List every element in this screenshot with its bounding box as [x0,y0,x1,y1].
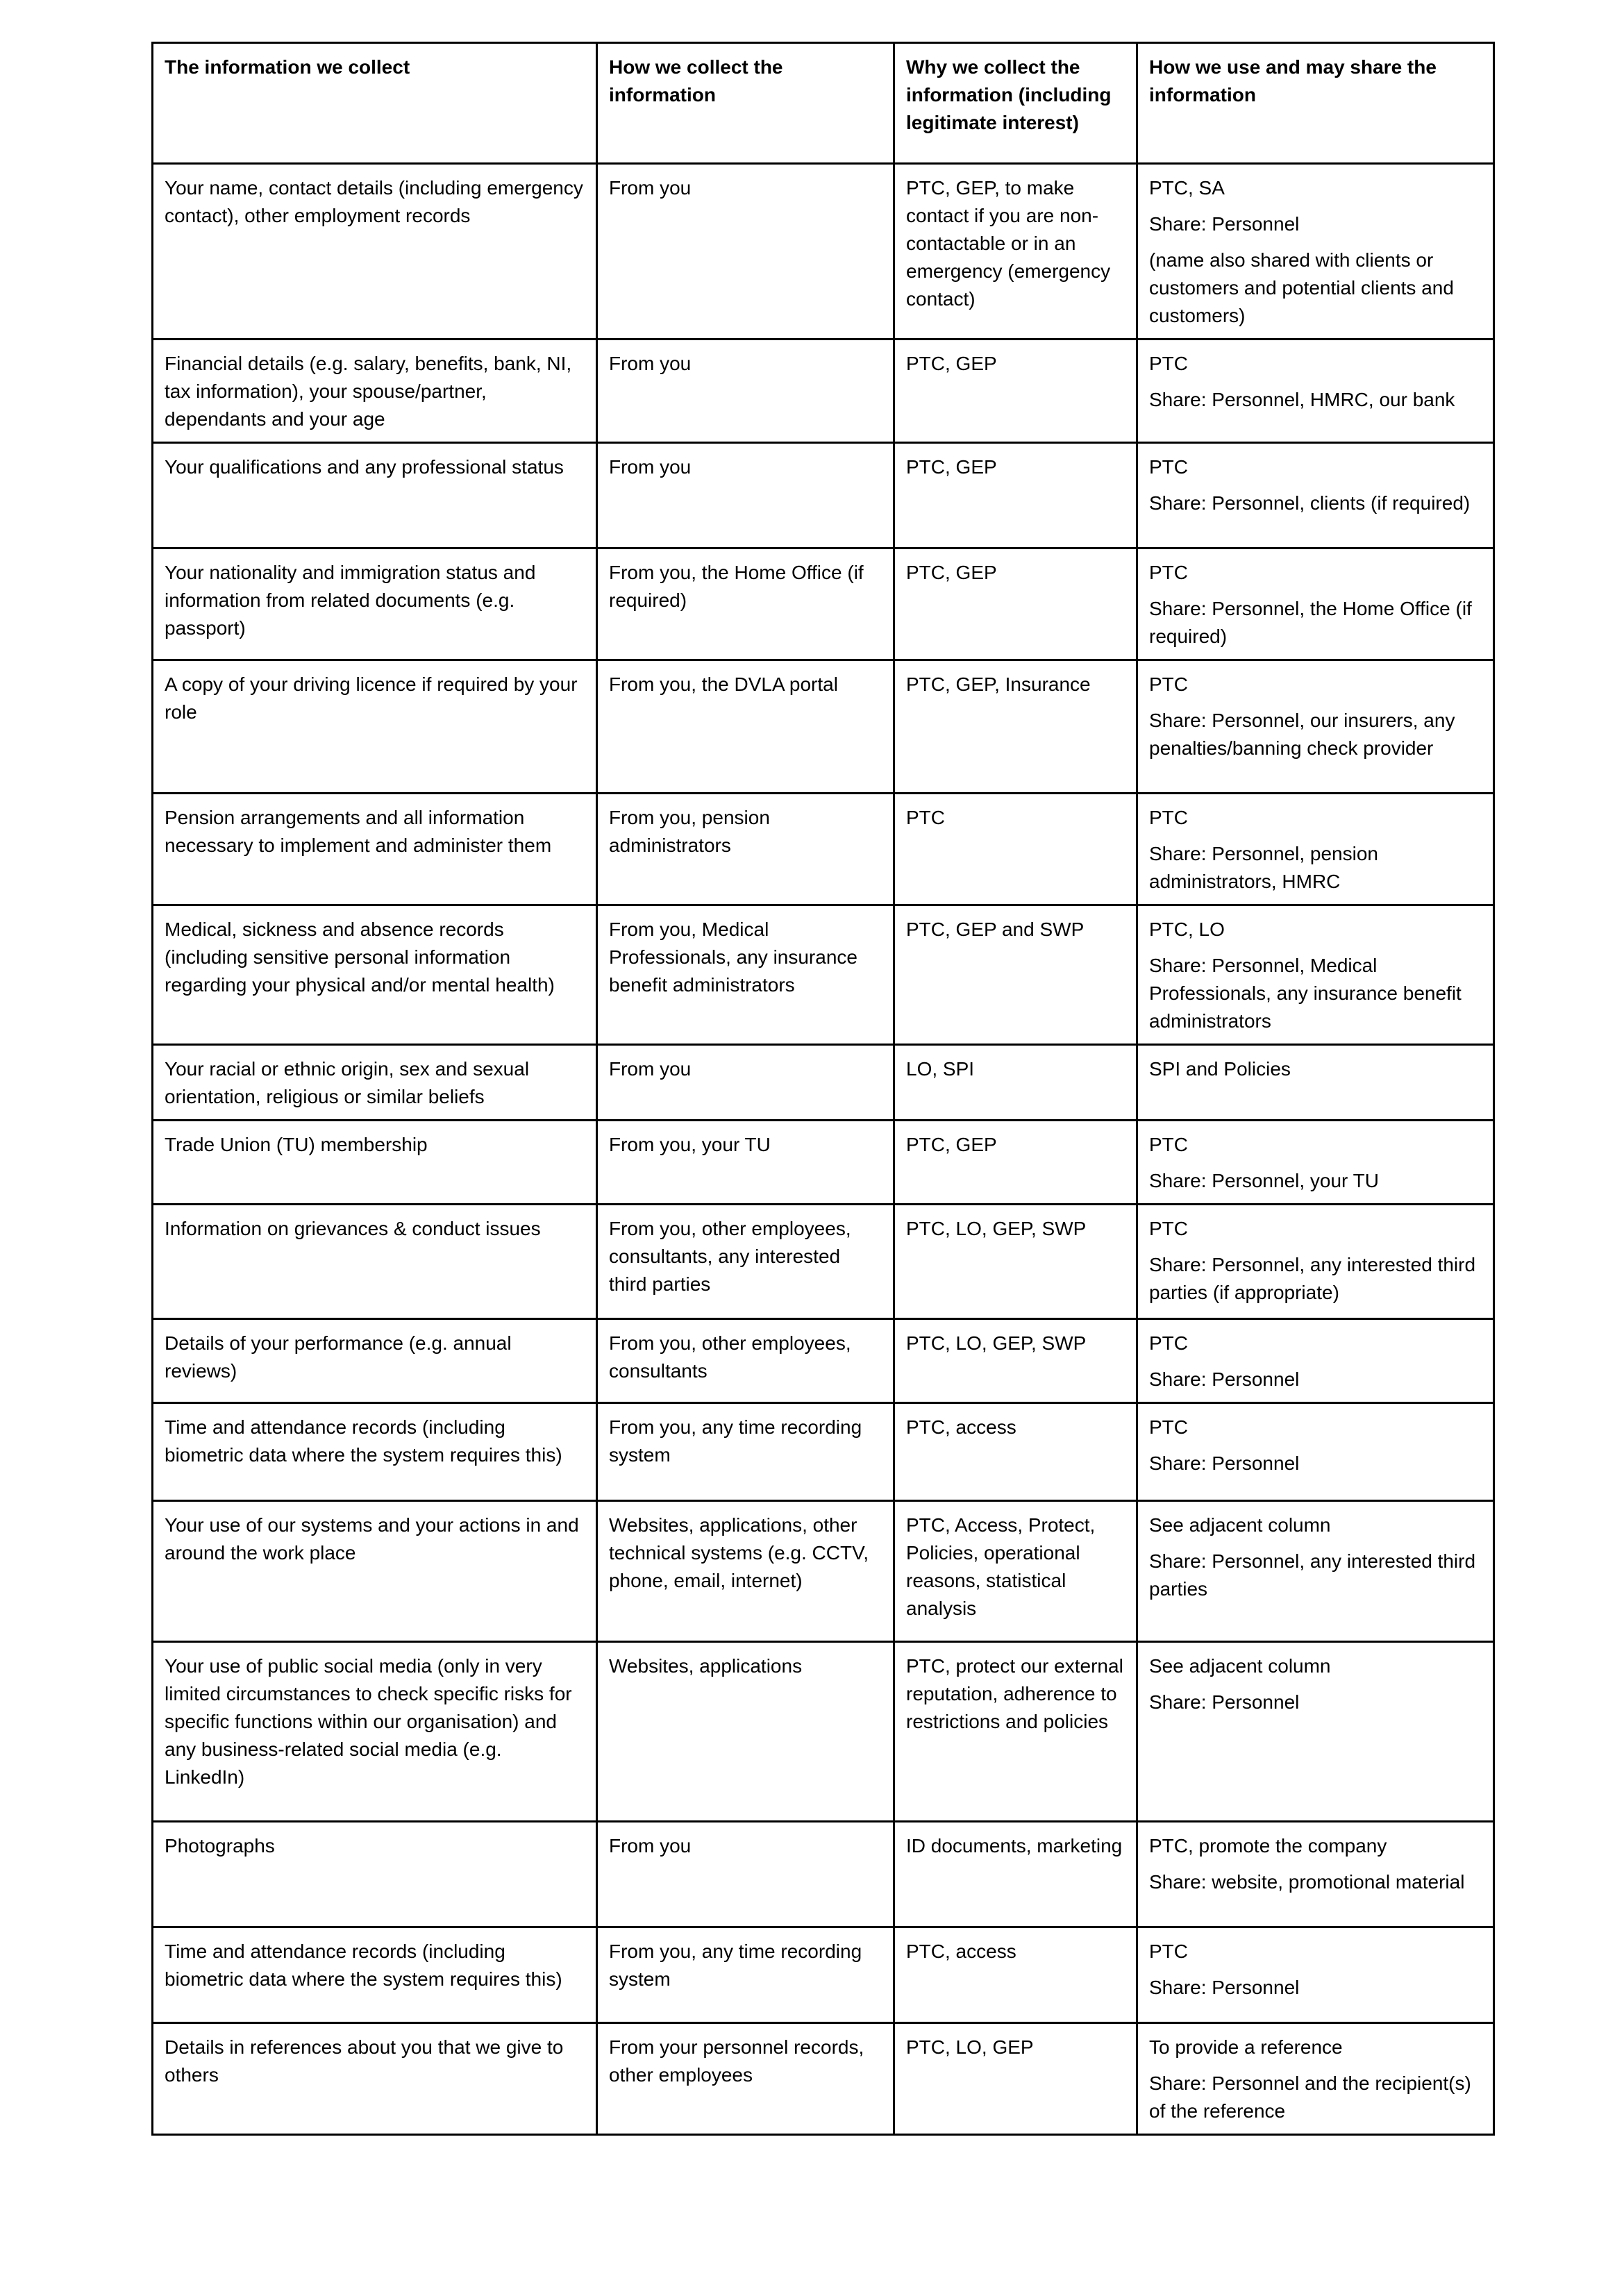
cell-paragraph: PTC, Access, Protect, Policies, operational reasons, statistical analysis [906,1514,1096,1619]
cell-paragraph: PTC [1149,807,1188,828]
table-cell [1137,1642,1494,1822]
table-row [153,164,1494,340]
table-cell [597,2023,894,2135]
table-cell [153,1403,597,1501]
table-cell [597,794,894,905]
cell-paragraph: Pension arrangements and all information necessary to implement and administer them [165,807,552,856]
table-cell [1137,1121,1494,1205]
cell-paragraph: PTC, LO, GEP [906,2036,1034,2058]
cell-paragraph: Your racial or ethnic origin, sex and sexual orientation, religious or similar beliefs [165,1058,530,1107]
table-cell [597,905,894,1045]
table-cell [1137,443,1494,548]
cell-paragraph: Share: Personnel [1149,1977,1300,1998]
cell-paragraph: Share: Personnel [1149,1368,1300,1390]
cell-paragraph: Your nationality and immigration status and information from related documents (e.g. passport) [165,562,536,639]
table-row [153,1927,1494,2023]
table-cell [597,1045,894,1121]
cell-paragraph: From you, the Home Office (if required) [609,562,864,611]
table-row [153,905,1494,1045]
cell-paragraph: PTC [1149,1218,1188,1239]
table-cell [1137,1045,1494,1121]
cell-paragraph: PTC, GEP [906,562,997,583]
cell-paragraph: Your name, contact details (including emergency contact), other employment records [165,177,583,226]
table-cell [894,1205,1137,1319]
table-row [153,1403,1494,1501]
cell-paragraph: From you [609,1835,692,1857]
cell-paragraph: LO, SPI [906,1058,975,1080]
table-cell [153,164,597,340]
cell-paragraph: Share: Personnel [1149,213,1300,235]
cell-paragraph: PTC, GEP, to make contact if you are non-contactable or in an emergency (emergency contact) [906,177,1111,310]
table-row [153,794,1494,905]
cell-paragraph: From you, the DVLA portal [609,673,838,695]
table-cell [894,1403,1137,1501]
table-cell [597,1642,894,1822]
header-cell-information-we-collect: The information we collect [153,43,597,164]
cell-paragraph: PTC [1149,562,1188,583]
cell-paragraph: See adjacent column [1149,1655,1331,1677]
table-cell [894,905,1137,1045]
table-cell [894,1501,1137,1642]
table-body [153,164,1494,2135]
table-cell [153,1642,597,1822]
cell-paragraph: Information on grievances & conduct issues [165,1218,541,1239]
cell-paragraph: Share: website, promotional material [1149,1871,1465,1893]
cell-paragraph: Details in references about you that we give to others [165,2036,564,2086]
table-row [153,1501,1494,1642]
table-cell [597,1319,894,1403]
cell-paragraph: Share: Personnel and the recipient(s) of the reference [1149,2072,1471,2122]
cell-paragraph: Share: Personnel, any interested third parties (if appropriate) [1149,1254,1476,1303]
table-cell [153,548,597,660]
cell-paragraph: From you, your TU [609,1134,771,1155]
table-cell [153,1121,597,1205]
cell-paragraph: Websites, applications, other technical systems (e.g. CCTV, phone, email, internet) [609,1514,869,1591]
cell-paragraph: PTC, GEP [906,1134,997,1155]
table-row [153,1822,1494,1927]
table-cell [1137,340,1494,443]
cell-paragraph: Time and attendance records (including biometric data where the system requires this) [165,1941,562,1990]
cell-paragraph: PTC [1149,673,1188,695]
table-cell [597,340,894,443]
cell-paragraph: To provide a reference [1149,2036,1343,2058]
cell-paragraph: Share: Personnel, our insurers, any penalties/banning check provider [1149,710,1455,759]
cell-paragraph: PTC, LO, GEP, SWP [906,1332,1087,1354]
table-cell [1137,1927,1494,2023]
table-cell [894,340,1137,443]
cell-paragraph: Share: Personnel [1149,1452,1300,1474]
table-cell [153,660,597,794]
cell-paragraph: From you [609,456,692,478]
table-cell [894,660,1137,794]
cell-paragraph: From you, pension administrators [609,807,770,856]
cell-paragraph: From you, Medical Professionals, any insurance benefit administrators [609,919,857,996]
cell-paragraph: Your use of our systems and your actions in and around the work place [165,1514,579,1564]
table-cell [597,548,894,660]
table-cell [153,1501,597,1642]
table-cell [597,660,894,794]
table-cell [597,1501,894,1642]
header-cell-how-we-use-share: How we use and may share the information [1137,43,1494,164]
cell-paragraph: Your use of public social media (only in very limited circumstances to check specific risks for specific functions within our organisation) and any business-related social media (e.g. LinkedIn) [165,1655,572,1788]
table-cell [894,1927,1137,2023]
table-cell [153,2023,597,2135]
cell-paragraph: PTC, GEP, Insurance [906,673,1091,695]
cell-paragraph: From you [609,353,692,374]
cell-paragraph: PTC, GEP [906,353,997,374]
table-cell [153,1205,597,1319]
table-cell [1137,1403,1494,1501]
cell-paragraph: See adjacent column [1149,1514,1331,1536]
table-cell [1137,548,1494,660]
cell-paragraph: From you [609,177,692,199]
table-cell [1137,2023,1494,2135]
table-cell [894,164,1137,340]
cell-paragraph: PTC [1149,456,1188,478]
cell-paragraph: PTC, GEP [906,456,997,478]
table-row [153,660,1494,794]
table-row [153,2023,1494,2135]
cell-paragraph: PTC [1149,1941,1188,1962]
cell-paragraph: Share: Personnel, the Home Office (if required) [1149,598,1472,647]
table-cell [153,794,597,905]
table-cell [153,1822,597,1927]
cell-paragraph: Share: Personnel, any interested third parties [1149,1550,1476,1600]
table-cell [153,443,597,548]
table-cell [1137,1501,1494,1642]
cell-paragraph: Share: Personnel, Medical Professionals, any insurance benefit administrators [1149,955,1462,1032]
table-cell [894,1319,1137,1403]
table-row [153,443,1494,548]
cell-paragraph: Websites, applications [609,1655,803,1677]
table-row [153,1319,1494,1403]
table-cell [1137,1319,1494,1403]
cell-paragraph: From you, any time recording system [609,1416,862,1466]
cell-paragraph: Photographs [165,1835,275,1857]
table-cell [597,1205,894,1319]
cell-paragraph: PTC, GEP and SWP [906,919,1085,940]
table-cell [153,1927,597,2023]
cell-paragraph: ID documents, marketing [906,1835,1123,1857]
cell-paragraph: PTC [1149,1416,1188,1438]
table-cell [894,548,1137,660]
table-row [153,340,1494,443]
cell-paragraph: Share: Personnel, HMRC, our bank [1149,389,1455,410]
cell-paragraph: SPI and Policies [1149,1058,1291,1080]
table-cell [1137,164,1494,340]
table-cell [153,905,597,1045]
cell-paragraph: Share: Personnel, clients (if required) [1149,492,1471,514]
cell-paragraph: Share: Personnel, pension administrators, HMRC [1149,843,1378,892]
cell-paragraph: From your personnel records, other employees [609,2036,864,2086]
cell-paragraph: PTC, protect our external reputation, adherence to restrictions and policies [906,1655,1123,1732]
table-cell [1137,1205,1494,1319]
cell-paragraph: From you, other employees, consultants [609,1332,851,1382]
table-cell [597,1403,894,1501]
cell-paragraph: PTC [906,807,945,828]
table-cell [597,1822,894,1927]
data-collection-table [151,42,1495,2136]
table-cell [1137,660,1494,794]
cell-paragraph: PTC, LO, GEP, SWP [906,1218,1087,1239]
cell-paragraph: PTC, LO [1149,919,1225,940]
table-cell [1137,905,1494,1045]
table-cell [894,794,1137,905]
cell-paragraph: PTC, SA [1149,177,1225,199]
cell-paragraph: Financial details (e.g. salary, benefits, bank, NI, tax information), your spouse/partner, dependants and your age [165,353,572,430]
header-cell-how-we-collect: How we collect the information [597,43,894,164]
cell-paragraph: Time and attendance records (including biometric data where the system requires this) [165,1416,562,1466]
table-cell [597,1927,894,2023]
cell-paragraph: PTC [1149,1134,1188,1155]
table-cell [894,1045,1137,1121]
cell-paragraph: PTC [1149,1332,1188,1354]
table-cell [597,443,894,548]
cell-paragraph: Medical, sickness and absence records (including sensitive personal information regarding your physical and/or mental health) [165,919,555,996]
cell-paragraph: PTC, access [906,1941,1016,1962]
cell-paragraph: PTC, access [906,1416,1016,1438]
cell-paragraph: Share: Personnel, your TU [1149,1170,1379,1191]
header-row [153,43,1494,164]
table-row [153,1121,1494,1205]
cell-paragraph: From you [609,1058,692,1080]
cell-paragraph: Share: Personnel [1149,1691,1300,1713]
table-cell [894,1822,1137,1927]
table-row [153,1205,1494,1319]
cell-paragraph: Details of your performance (e.g. annual reviews) [165,1332,512,1382]
table-cell [597,1121,894,1205]
cell-paragraph: From you, other employees, consultants, any interested third parties [609,1218,851,1295]
table-cell [894,1121,1137,1205]
header-cell-why-we-collect: Why we collect the information (including legitimate interest) [894,43,1137,164]
table-row [153,1642,1494,1822]
table-cell [153,1045,597,1121]
table-cell [1137,794,1494,905]
cell-paragraph: Your qualifications and any professional status [165,456,564,478]
cell-paragraph: From you, any time recording system [609,1941,862,1990]
table-cell [894,1642,1137,1822]
table-cell [597,164,894,340]
cell-paragraph: (name also shared with clients or customers and potential clients and customers) [1149,249,1454,326]
table-row [153,548,1494,660]
table-cell [153,1319,597,1403]
table-row [153,1045,1494,1121]
cell-paragraph: PTC [1149,353,1188,374]
cell-paragraph: PTC, promote the company [1149,1835,1387,1857]
cell-paragraph: A copy of your driving licence if required by your role [165,673,578,723]
table-cell [1137,1822,1494,1927]
cell-paragraph: Trade Union (TU) membership [165,1134,428,1155]
table-cell [894,2023,1137,2135]
table-cell [894,443,1137,548]
table-cell [153,340,597,443]
